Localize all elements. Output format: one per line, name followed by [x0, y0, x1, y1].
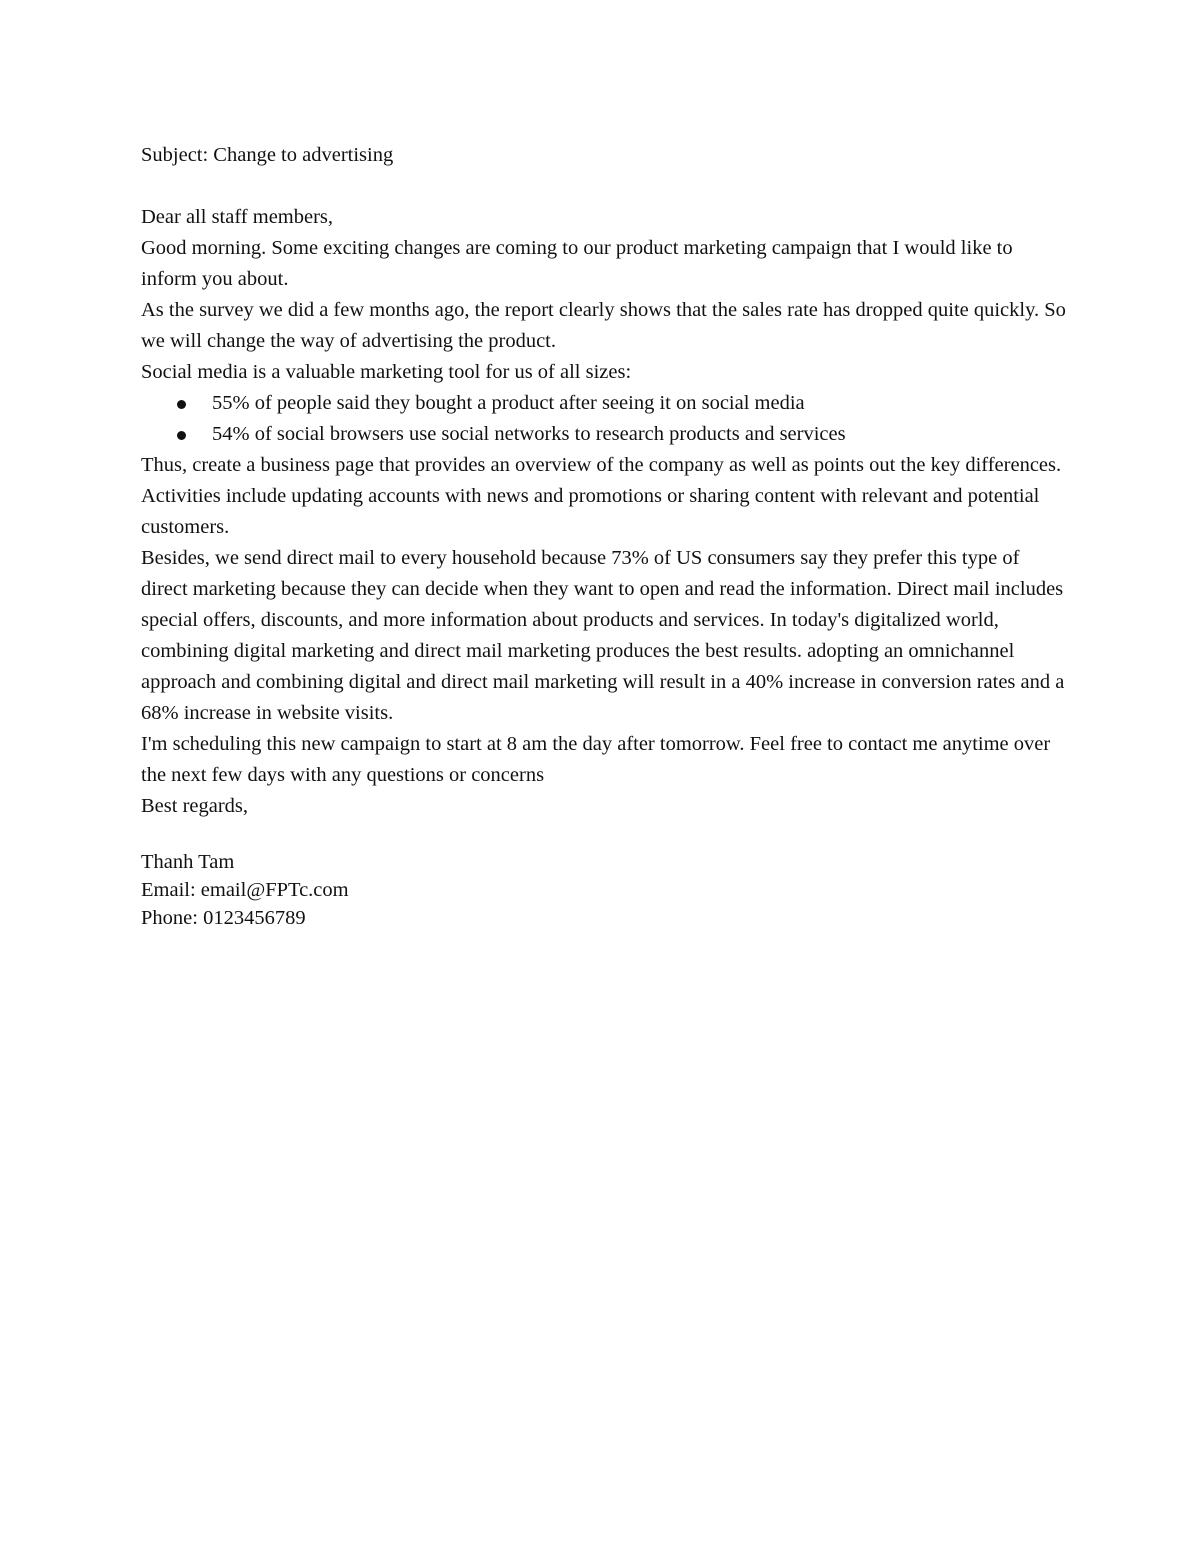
paragraph-social-media: Social media is a valuable marketing tool for us of all sizes:: [141, 361, 632, 383]
paragraph-intro: Good morning. Some exciting changes are coming to our product marketing campaign that I would like to inform you about.: [141, 237, 1013, 290]
email-body: [141, 140, 1066, 932]
bullet-text: 55% of people said they bought a product after seeing it on social media: [212, 392, 805, 414]
signature-phone: Phone: 0123456789: [141, 907, 306, 929]
bullet-list: [141, 388, 1066, 450]
bullet-text: 54% of social browsers use social networks to research products and services: [212, 423, 846, 445]
email-subject: Subject: Change to advertising: [141, 144, 394, 166]
signature-block: [141, 848, 1066, 932]
paragraph-schedule: I'm scheduling this new campaign to start at 8 am the day after tomorrow. Feel free to contact me anytime over the next few days with any questions or concerns: [141, 733, 1051, 786]
signature-name: Thanh Tam: [141, 851, 235, 873]
bullet-dot-icon: [177, 431, 186, 440]
paragraph-direct-mail: Besides, we send direct mail to every household because 73% of US consumers say they prefer this type of direct marketing because they can decide when they want to open and read the information. Direct mail includes special offers, discounts, and more information about products and services. In today's digitalized world, combining digital marketing and direct mail marketing produces the best results. adopting an omnichannel approach and combining digital and direct mail marketing will result in a 40% increase in conversion rates and a 68% increase in website visits.: [141, 547, 1065, 724]
paragraph-business-page: Thus, create a business page that provides an overview of the company as well as points out the key differences. Activities include updating accounts with news and promotions or sharing content with relevant and potential customers.: [141, 454, 1062, 538]
email-closing: Best regards,: [141, 795, 249, 817]
bullet-dot-icon: [177, 400, 186, 409]
signature-email: Email: email@FPTc.com: [141, 879, 349, 901]
blank-line: [141, 171, 1066, 202]
paragraph-survey: As the survey we did a few months ago, the report clearly shows that the sales rate has dropped quite quickly. So we will change the way of advertising the product.: [141, 299, 1066, 352]
bullet-item: [141, 419, 1066, 450]
bullet-item: [141, 388, 1066, 419]
blank-line: [141, 822, 1066, 848]
email-greeting: Dear all staff members,: [141, 206, 334, 228]
